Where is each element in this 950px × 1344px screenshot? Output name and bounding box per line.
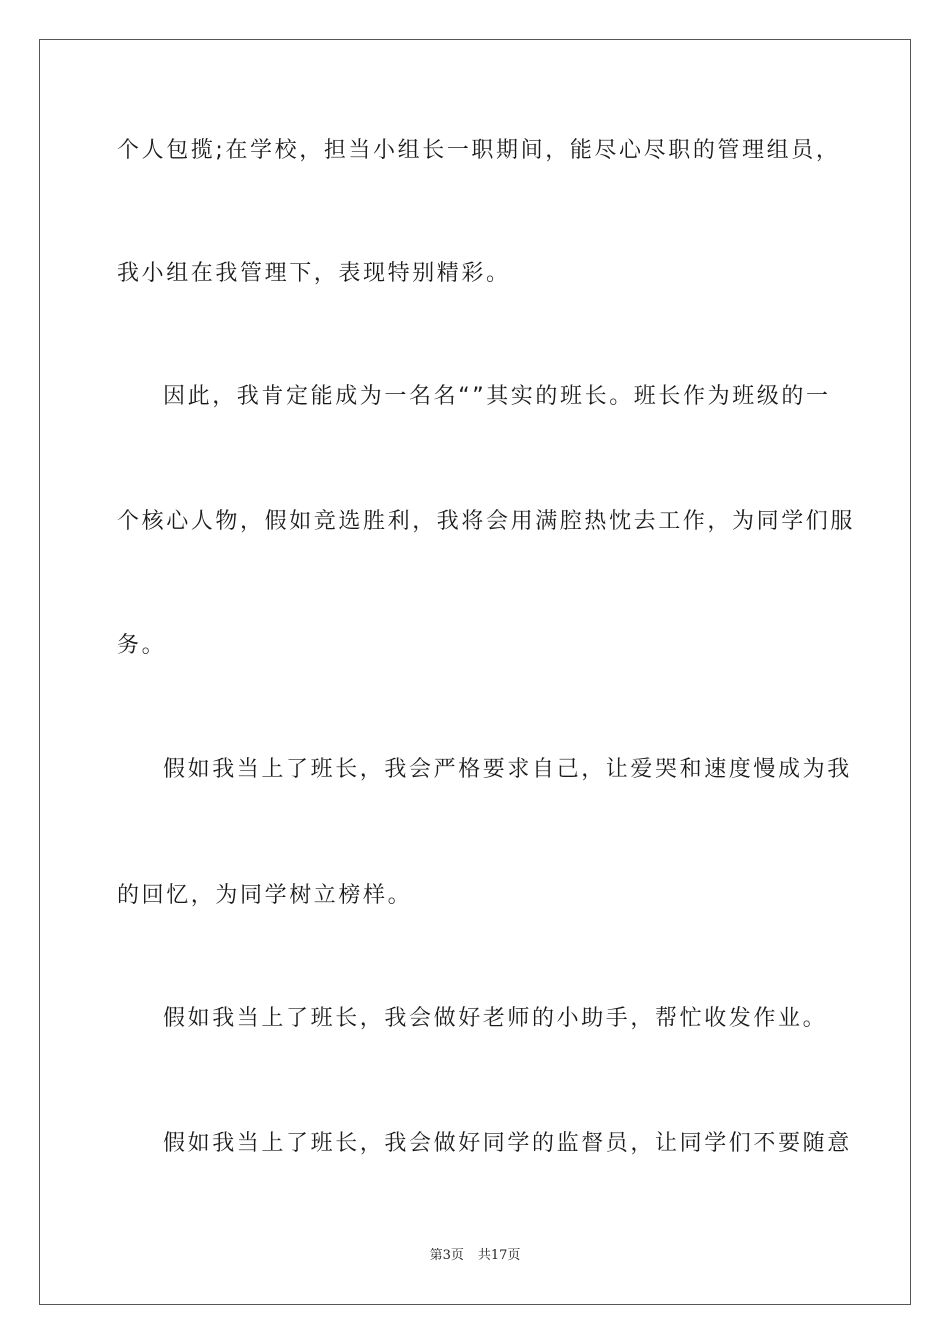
text-line-6: 假如我当上了班长，我会严格要求自己，让爱哭和速度慢成为我: [163, 757, 852, 782]
text-line-3: 因此，我肯定能成为一名名“”其实的班长。班长作为班级的一: [163, 384, 831, 409]
page-footer: [0, 1247, 950, 1265]
page-border: [39, 39, 911, 1305]
text-line-1: 个人包揽;在学校，担当小组长一职期间，能尽心尽职的管理组员，: [117, 138, 841, 163]
text-line-8: 假如我当上了班长，我会做好老师的小助手，帮忙收发作业。: [163, 1006, 828, 1031]
text-line-9: 假如我当上了班长，我会做好同学的监督员，让同学们不要随意: [163, 1131, 852, 1156]
page-total: 共17页: [477, 1248, 521, 1263]
text-line-2: 我小组在我管理下，表现特别精彩。: [117, 261, 511, 286]
text-line-7: 的回忆，为同学树立榜样。: [117, 883, 413, 908]
page-number: 第3页: [429, 1248, 464, 1263]
text-line-5: 务。: [117, 633, 167, 658]
text-line-4: 个核心人物，假如竞选胜利，我将会用满腔热忱去工作，为同学们服: [117, 509, 856, 534]
